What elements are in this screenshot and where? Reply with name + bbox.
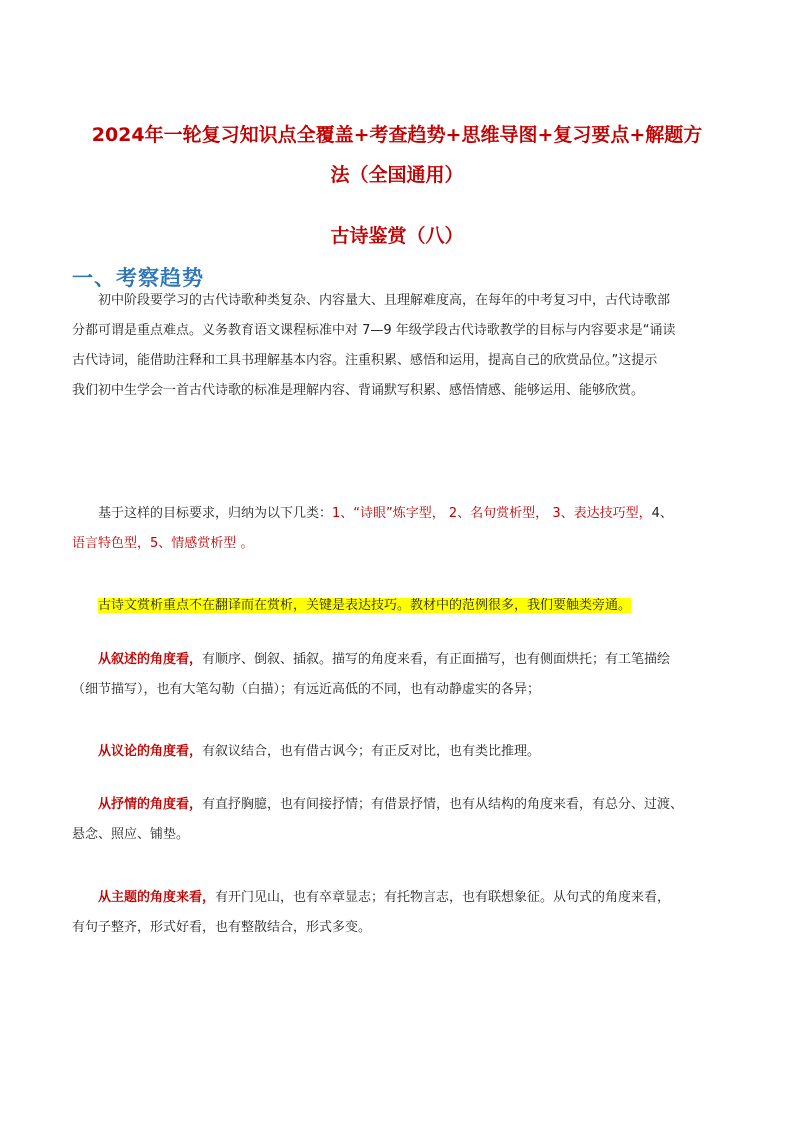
categories-end: 。 [240,535,254,551]
lead-narration: 从叙述的角度看， [98,652,203,667]
paragraph-theme [72,883,732,942]
paragraph-lyric [72,790,732,849]
category-5: 5、情感赏析型 [150,535,237,551]
category-3: 3、表达技巧型， [552,506,652,521]
document-subtitle: 古诗鉴赏（八） [330,225,464,247]
paragraph-line: 有开门见山，也有卒章显志；有托物言志，也有联想象征。从句式的角度来看， [215,890,671,905]
highlighted-text: 古诗文赏析重点不在翻译而在赏析，关键是表达技巧。教材中的范例很多，我们要触类旁通。 [98,598,632,613]
paragraph-intro [72,286,732,406]
paragraph-line: 有句子整齐，形式好看，也有整散结合，形式多变。 [72,919,372,935]
paragraph-line: 我们初中生学会一首古代诗歌的标准是理解内容、背诵默写积累、感悟情感、能够运用、能够欣赏。 [72,383,645,398]
paragraph-line: 有顺序、倒叙、插叙。描写的角度来看，有正面描写，也有侧面烘托；有工笔描绘 [202,652,671,667]
paragraph-text: 有叙议结合，也有借古讽今；有正反对比，也有类比推理。 [202,744,541,759]
paragraph-narration [72,645,732,704]
lead-lyric: 从抒情的角度看， [98,797,203,812]
category-1: 1、“诗眼”炼字型， [332,506,445,521]
paragraph-line: 分都可谓是重点难点。义务教育语文课程标准中对 7—9 年级学段古代诗歌教学的目标与内容要求是“诵读 [72,323,676,338]
lead-argument: 从议论的角度看， [98,744,203,759]
lead-theme: 从主题的角度来看， [98,890,216,905]
paragraph-line: （细节描写），也有大笔勾勒（白描）；有远近高低的不同，也有动静虚实的各异； [72,681,541,697]
paragraph-line: 悬念、照应、铺垫。 [72,826,190,842]
category-4: 语言特色型， [72,535,151,551]
category-4-number: 4、 [651,506,673,521]
paragraph-argument [72,737,732,767]
paragraph-highlight [72,591,732,621]
section-heading-trend: 一、考察趋势 [72,266,204,290]
document-title-line2: 法（全国通用） [330,164,464,186]
paragraph-categories [72,499,732,558]
category-2: 2、名句赏析型， [448,506,549,521]
paragraph-line: 古代诗词，能借助注释和工具书理解基本内容。注重积累、感悟和运用，提高自己的欣赏品位。”这提示 [72,353,658,368]
document-title-line1: 2024年一轮复习知识点全覆盖+考查趋势+思维导图+复习要点+解题方 [91,124,703,146]
paragraph-line: 初中阶段要学习的古代诗歌种类复杂、内容量大、且理解难度高，在每年的中考复习中，古代诗歌部 [98,293,671,308]
paragraph-line: 有直抒胸臆，也有间接抒情；有借景抒情，也有从结构的角度来看，有总分、过渡、 [202,797,684,812]
categories-intro: 基于这样的目标要求，归纳为以下几类： [98,506,333,521]
